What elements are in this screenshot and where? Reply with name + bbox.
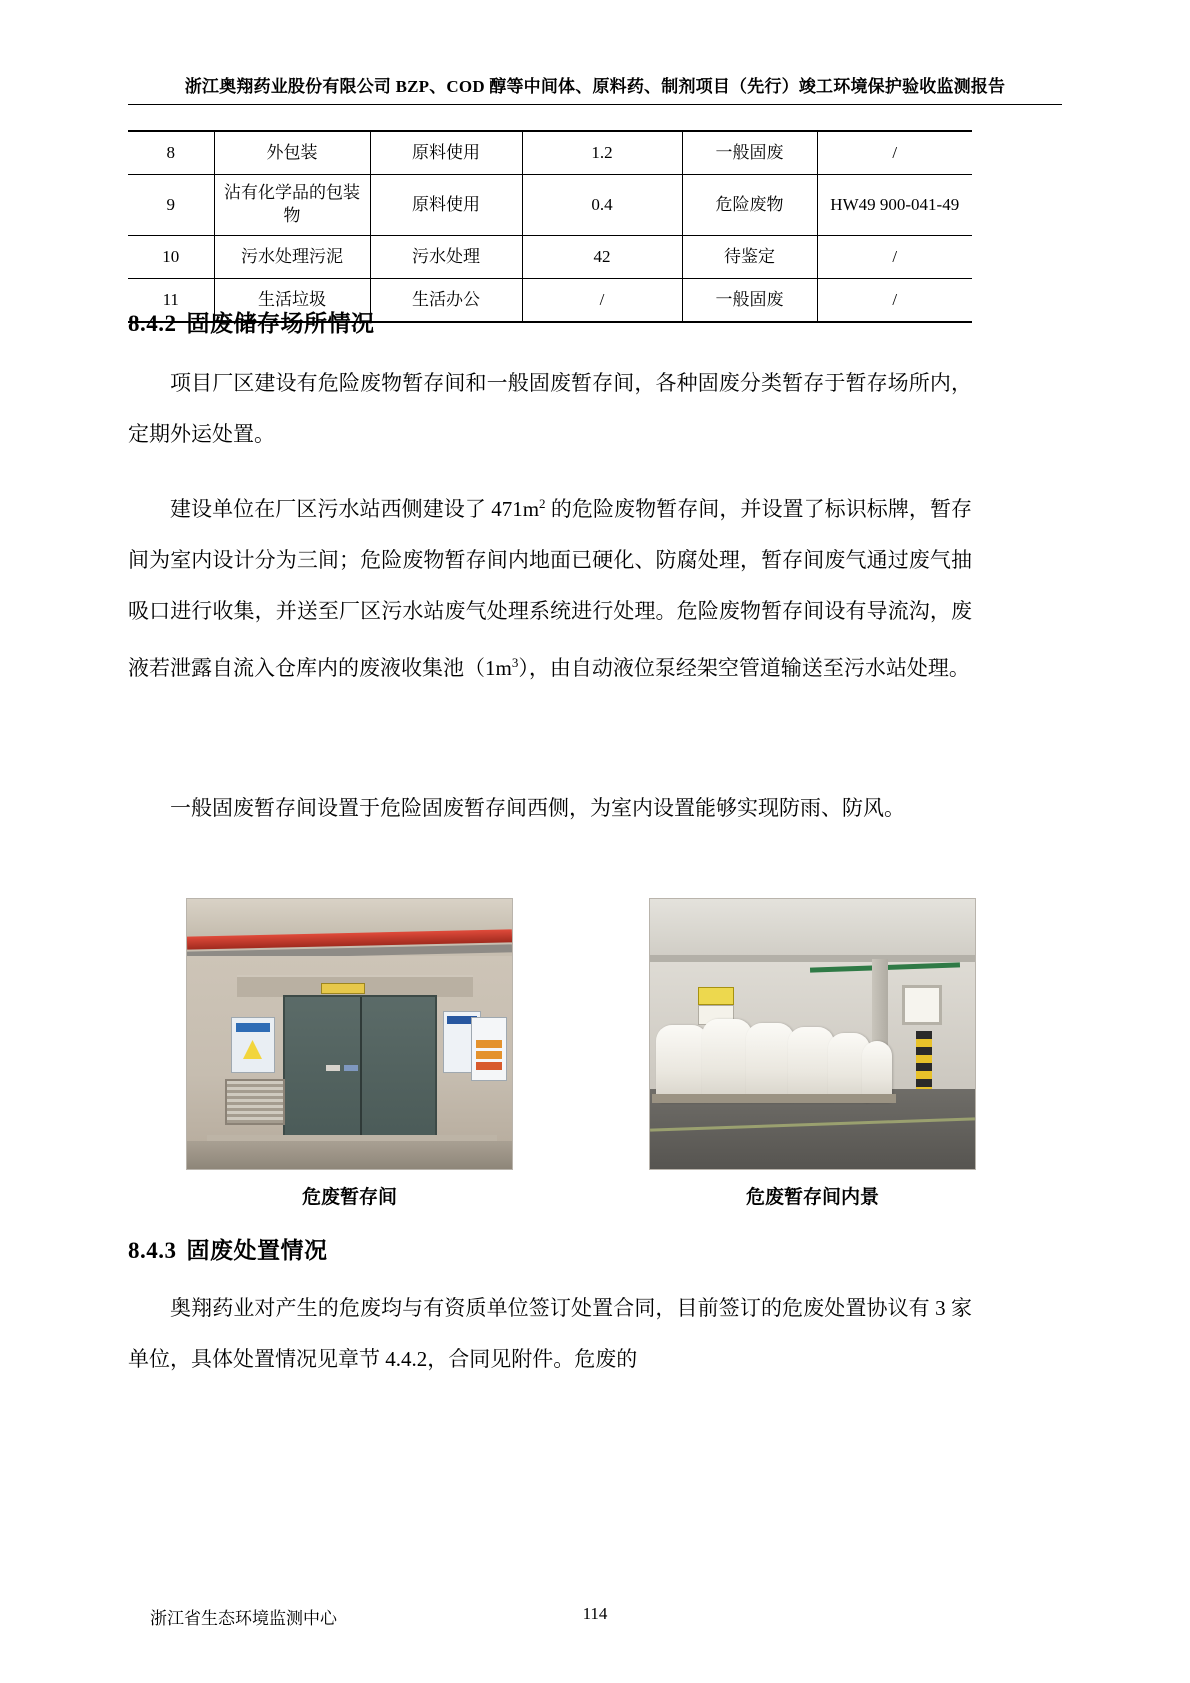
cell-attr: 一般固废 [682, 131, 817, 175]
p2-part-b: 的危险废物暂存间，并设置了标识标牌，暂存间为室内设计分为三间；危险废物暂存间内地面已硬化、防腐处理，暂存间废气通过废气抽吸口进行收集，并送至厂区污水站废气处理系统进行处理。危险废物暂存间设有导流沟，废液若泄露自流入仓库内的废液收集池（1m [128, 497, 973, 680]
photo-group [186, 898, 976, 1209]
p2-superscript-area: 2 [539, 496, 546, 511]
interior-ceiling [650, 899, 975, 961]
solid-waste-table [128, 130, 972, 323]
cell-name: 沾有化学品的包装物 [214, 175, 370, 236]
cell-amount: / [522, 279, 682, 323]
section-title: 固废处置情况 [186, 1237, 328, 1263]
cell-attr: 待鉴定 [682, 236, 817, 279]
pallet [652, 1094, 896, 1103]
board-bar [476, 1040, 502, 1048]
photo-block-interior [649, 898, 976, 1209]
photo-caption: 危废暂存间内景 [745, 1187, 879, 1208]
cell-name: 污水处理污泥 [214, 236, 370, 279]
cell-amount: 42 [522, 236, 682, 279]
section-heading-842 [128, 305, 375, 338]
footer-page-number: 114 [582, 1604, 608, 1623]
wall-window [902, 985, 942, 1025]
cell-no: 8 [128, 131, 214, 175]
cell-amount: 0.4 [522, 175, 682, 236]
cell-attr: 危险废物 [682, 175, 817, 236]
photo-block-exterior [186, 898, 513, 1209]
bulk-bag [746, 1023, 794, 1103]
cell-name: 生活垃圾 [214, 279, 370, 323]
solid-waste-table-wrapper [128, 130, 972, 323]
door-handle-left [326, 1065, 340, 1071]
p2-superscript-volume: 3 [511, 655, 519, 670]
cell-no: 11 [128, 279, 214, 323]
paragraph-storage-overview: 项目厂区建设有危险废物暂存间和一般固废暂存间，各种固废分类暂存于暂存场所内，定期外运处置。 [128, 371, 972, 446]
p2-part-c: ），由自动液位泵经架空管道输送至污水站处理。 [518, 656, 970, 680]
hazardous-waste-storage-room-interior-image [649, 898, 976, 1170]
section-heading-843 [128, 1232, 328, 1265]
cell-code: / [817, 279, 972, 323]
paragraph-disposal: 奥翔药业对产生的危废均与有资质单位签订处置合同，目前签订的危废处置协议有 3 家单位，具体处置情况见章节 4.4.2，合同见附件。危废的 [128, 1296, 972, 1371]
hazardous-waste-storage-room-exterior-image [186, 898, 513, 1170]
information-board-right-2 [471, 1017, 507, 1081]
cell-source: 生活办公 [370, 279, 522, 323]
hazard-striped-bollard [916, 1031, 932, 1089]
section-number: 8.4.2 [128, 311, 177, 336]
section-number: 8.4.3 [128, 1238, 177, 1263]
cell-source: 原料使用 [370, 131, 522, 175]
cell-no: 10 [128, 236, 214, 279]
board-bar [476, 1051, 502, 1059]
board-bar [476, 1062, 502, 1070]
cell-source: 原料使用 [370, 175, 522, 236]
cell-code: HW49 900-041-49 [817, 175, 972, 236]
cell-no: 9 [128, 175, 214, 236]
paragraph-hazardous-storage-detail [128, 478, 972, 694]
door-nameplate [321, 983, 365, 994]
table-row [128, 175, 972, 236]
cell-name: 外包装 [214, 131, 370, 175]
p2-part-a: 建设单位在厂区污水站西侧建设了 471m [170, 497, 540, 521]
page-header: 浙江奥翔药业股份有限公司 BZP、COD 醇等中间体、原料药、制剂项目（先行）竣工环境保护验收监测报告 [184, 77, 1006, 96]
section-title: 固废储存场所情况 [186, 310, 375, 336]
bulk-bag [656, 1025, 708, 1103]
cell-code: / [817, 131, 972, 175]
storage-room-door [283, 995, 437, 1151]
table-row [128, 131, 972, 175]
ceiling-beam [650, 955, 975, 962]
ground-surface [187, 1141, 512, 1169]
cell-source: 污水处理 [370, 236, 522, 279]
cell-amount: 1.2 [522, 131, 682, 175]
bulk-bag [702, 1019, 752, 1103]
table-row [128, 236, 972, 279]
paragraph-general-storage: 一般固废暂存间设置于危险固废暂存间西侧，为室内设置能够实现防雨、防风。 [170, 796, 905, 820]
header-divider [128, 104, 1062, 105]
yellow-warning-sign [698, 987, 734, 1005]
footer-organization: 浙江省生态环境监测中心 [150, 1609, 337, 1628]
wall-vent-grille [225, 1079, 285, 1125]
bulk-bag-stack [652, 1007, 892, 1103]
door-handle-right [344, 1065, 358, 1071]
cell-code: / [817, 236, 972, 279]
warning-sign-board-left [231, 1017, 275, 1073]
photo-caption: 危废暂存间 [301, 1187, 397, 1208]
cell-attr: 一般固废 [682, 279, 817, 323]
